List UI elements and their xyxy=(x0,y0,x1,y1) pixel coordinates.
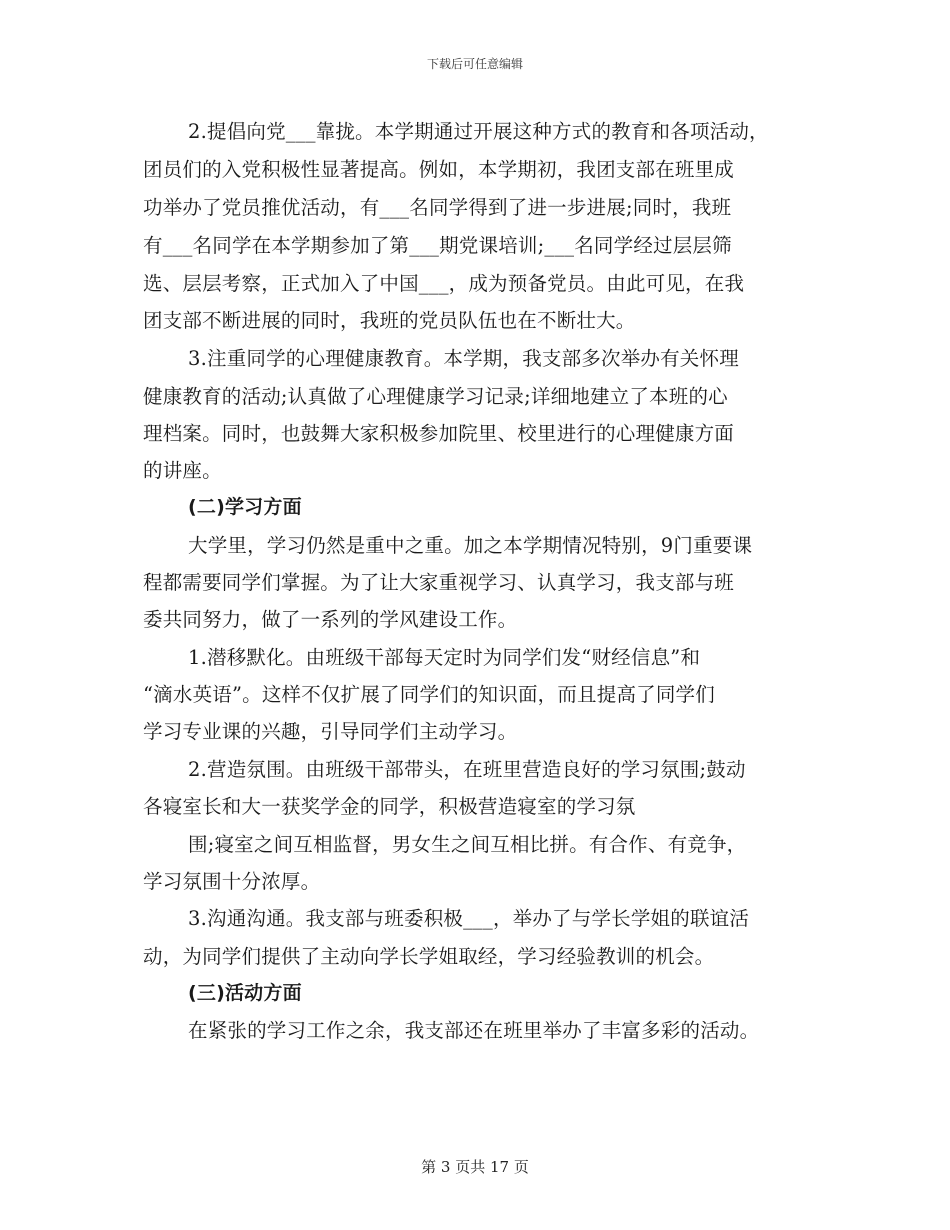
paragraph-line: 围;寝室之间互相监督，男女生之间互相比拼。有合作、有竞争， xyxy=(188,833,747,856)
paragraph-line: 功举办了党员推优活动，有___名同学得到了进一步进展;同时，我班 xyxy=(143,196,732,219)
paragraph-line: 团支部不断进展的同时，我班的党员队伍也在不断壮大。 xyxy=(143,309,636,332)
paragraph-line: 理档案。同时，也鼓舞大家积极参加院里、校里进行的心理健康方面 xyxy=(143,422,735,445)
paragraph-line: 动，为同学们提供了主动向学长学姐取经，学习经验教训的机会。 xyxy=(143,945,715,968)
paragraph-line: 各寝室长和大一获奖学金的同学，积极营造寝室的学习氛 xyxy=(143,795,636,818)
paragraph-line: 学习专业课的兴趣，引导同学们主动学习。 xyxy=(143,720,518,743)
paragraph-line: 健康教育的活动;认真做了心理健康学习记录;详细地建立了本班的心 xyxy=(143,385,728,408)
paragraph-line: “滴水英语”。这样不仅扩展了同学们的知识面，而且提高了同学们 xyxy=(143,683,715,706)
paragraph-line: 3.注重同学的心理健康教育。本学期，我支部多次举办有关怀理 xyxy=(188,347,739,370)
paragraph-line: 1.潜移默化。由班级干部每天定时为同学们发“财经信息”和 xyxy=(188,646,701,669)
section-heading: (三)活动方面 xyxy=(188,982,302,1004)
paragraph-line: 有___名同学在本学期参加了第___期党课培训;___名同学经过层层筛 xyxy=(143,234,732,257)
paragraph-line: 选、层层考察，正式加入了中国___，成为预备党员。由此可见，在我 xyxy=(143,272,745,295)
paragraph-line: 大学里，学习仍然是重中之重。加之本学期情况特别，9门重要课 xyxy=(188,534,753,557)
paragraph-line: 在紧张的学习工作之余，我支部还在班里举办了丰富多彩的活动。 xyxy=(188,1019,760,1042)
paragraph-line: 2.营造氛围。由班级干部带头，在班里营造良好的学习氛围;鼓动 xyxy=(188,758,746,781)
page-footer: 第 3 页共 17 页 xyxy=(421,1158,529,1176)
paragraph-line: 学习氛围十分浓厚。 xyxy=(143,870,321,893)
paragraph-line: 2.提倡向党___靠拢。本学期通过开展这种方式的教育和各项活动， xyxy=(188,120,769,143)
paragraph-line: 3.沟通沟通。我支部与班委积极___，举办了与学长学姐的联谊活 xyxy=(188,907,750,930)
paragraph-line: 的讲座。 xyxy=(143,459,222,482)
paragraph-line: 委共同努力，做了一系列的学风建设工作。 xyxy=(143,608,518,631)
page-header: 下载后可任意编辑 xyxy=(426,57,523,71)
section-heading: (二)学习方面 xyxy=(188,496,302,518)
paragraph-line: 程都需要同学们掌握。为了让大家重视学习、认真学习，我支部与班 xyxy=(143,571,735,594)
paragraph-line: 团员们的入党积极性显著提高。例如，本学期初，我团支部在班里成 xyxy=(143,158,735,181)
